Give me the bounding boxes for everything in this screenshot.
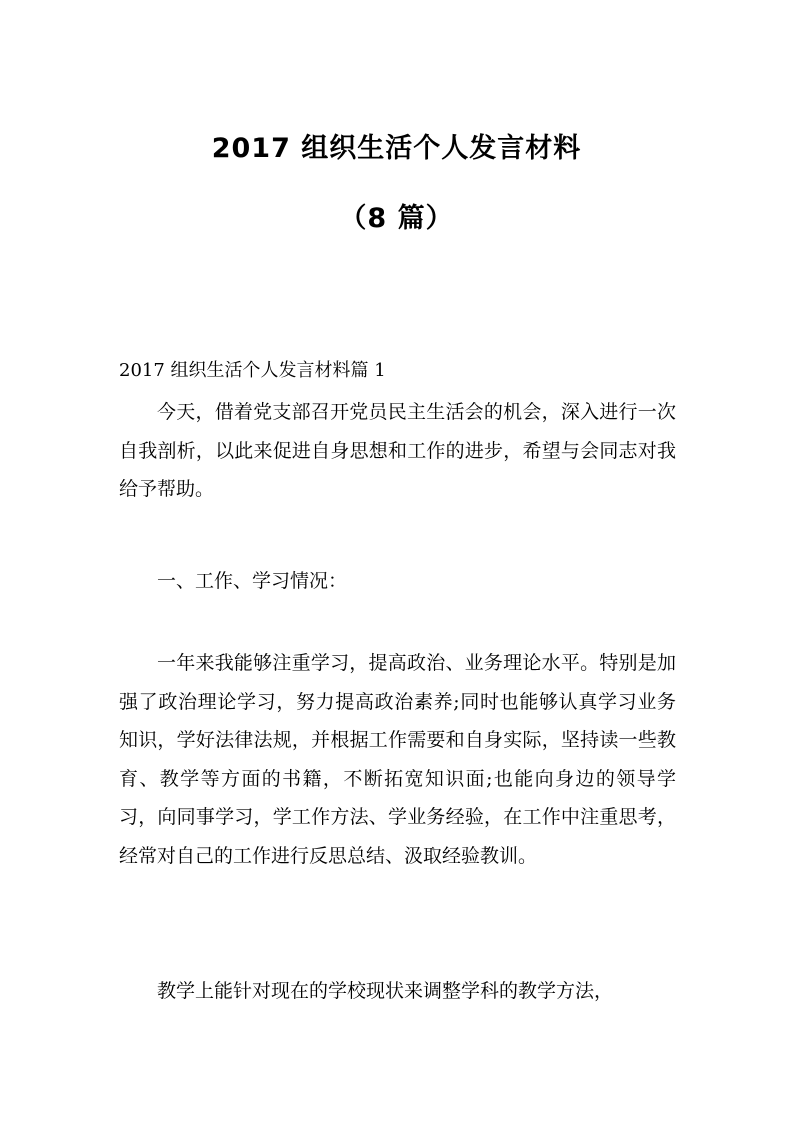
paragraph-intro: 今天，借着党支部召开党员民主生活会的机会，深入进行一次自我剖析，以此来促进自身思想和工作的进步，希望与会同志对我给予帮助。 — [119, 401, 676, 500]
section-heading: 2017 组织生活个人发言材料篇 1 — [119, 360, 386, 381]
paragraph-teaching: 教学上能针对现在的学校现状来调整学科的教学方法， — [157, 980, 614, 1002]
paragraph-study-details: 一年来我能够注重学习，提高政治、业务理论水平。特别是加强了政治理论学习，努力提高政治素养;同时也能够认真学习业务知识，学好法律法规，并根据工作需要和自身实际，坚持读一些教育、教学等方面的书籍，不断拓宽知识面;也能向身边的领导学习，向同事学习，学工作方法、学业务经验，在工作中注重思考，经常对自己的工作进行反思总结、汲取经验教训。 — [119, 652, 676, 867]
paragraph-subheading-work-study: 一、工作、学习情况： — [157, 570, 348, 592]
document-title: 2017 组织生活个人发言材料 — [211, 133, 582, 164]
document-subtitle: （8 篇） — [339, 203, 454, 234]
